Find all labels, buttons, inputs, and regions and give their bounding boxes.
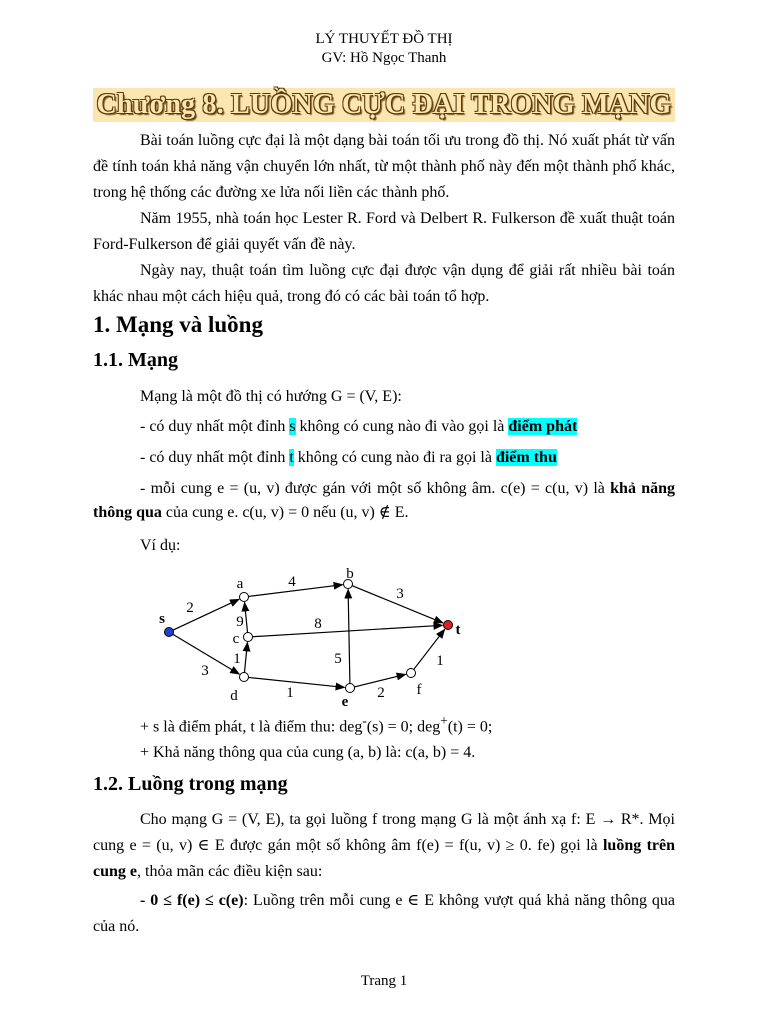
flow-condition-capacity (93, 888, 675, 940)
edge-c-t (252, 625, 442, 636)
intro-paragraph-1: Bài toán luồng cực đại là một dạng bài toán tối ưu trong đồ thị. Nó xuất phát từ vấn đề tính toán khả năng vận chuyển lớn nhất, từ một thành phố này đến một thành phố khác, trong hệ thống các đường xe lửa nối liền các thành phố. (93, 132, 675, 201)
note-degrees-sup-plus: + (440, 713, 448, 728)
rule-source-middle: không có cung nào đi vào gọi là (295, 418, 509, 435)
node-label-c: c (232, 631, 240, 647)
edge-s-a (173, 599, 239, 630)
edge-c-a (245, 602, 248, 632)
edge-capacity-f-t: 1 (436, 653, 444, 669)
sink-term-highlight: điểm thu (495, 449, 557, 466)
edge-capacity-d-e: 1 (286, 685, 294, 701)
network-definition: Mạng là một đồ thị có hướng G = (V, E): (140, 388, 402, 405)
note-capacity-example: + Khả năng thông qua của cung (a, b) là: c(a, b) = 4. (140, 744, 476, 761)
node-a (240, 593, 249, 602)
chapter-title: Chương 8. LUỒNG CỰC ĐẠI TRONG MẠNG (96, 89, 672, 120)
node-label-b: b (346, 566, 354, 582)
node-d (240, 673, 249, 682)
page-number: Trang 1 (360, 973, 408, 989)
rule-source-prefix: - có duy nhất một đỉnh (140, 418, 290, 435)
node-label-t: t (455, 622, 461, 638)
edge-d-c (244, 642, 247, 672)
flow-condition-formula: - 0 ≤ f(e) ≤ c(e) (140, 892, 244, 909)
graph-labels (159, 566, 460, 710)
flow-on-edge-term: luồng trên cung e (93, 837, 676, 880)
graph-edges (173, 585, 445, 688)
document-header-author: GV: Hồ Ngọc Thanh (321, 50, 447, 66)
node-e (346, 684, 355, 693)
edge-capacity-b-t: 3 (396, 586, 404, 602)
capacity-term: khả năng thông qua (93, 480, 675, 521)
rule-sink-middle: không có cung nào đi ra gọi là (293, 449, 496, 466)
note-degrees-end: (t) = 0; (447, 718, 493, 736)
node-c (244, 633, 253, 642)
sink-vertex-highlight: t (289, 449, 294, 466)
node-label-e: e (341, 694, 349, 710)
edge-capacity-e-b: 5 (334, 651, 342, 667)
source-term-highlight: điểm phát (508, 418, 578, 435)
intro-paragraph-3: Ngày nay, thuật toán tìm luồng cực đại được vận dụng để giải rất nhiều bài toán khác nhau một cách hiệu quả, trong đó có các bài toán tổ hợp. (93, 262, 675, 305)
edge-capacity-c-a: 9 (236, 614, 244, 630)
note-degrees-text: + s là điểm phát, t là điểm thu: deg (140, 718, 363, 736)
source-vertex-highlight: s (289, 418, 296, 435)
note-degrees-sup-minus: - (362, 713, 367, 728)
section-heading-1: 1. Mạng và luồng (93, 312, 263, 337)
node-label-f: f (416, 682, 422, 698)
rule-capacity-part1: - mỗi cung e = (u, v) được gán với một số không âm. c(e) = c(u, v) là (140, 480, 611, 497)
flow-definition-part1: Cho mạng G = (V, E), ta gọi luồng f trong mạng G là một ánh xạ f: E → R*. Mọi cung e = (u, v) ∈ E được gán một số không âm f(e) = f(u, v) ≥ 0. fe) gọi là (93, 811, 675, 854)
note-degrees (140, 710, 492, 738)
edge-capacity-c-t: 8 (314, 616, 322, 632)
node-label-d: d (230, 688, 238, 704)
edge-e-b (348, 589, 350, 683)
node-t (444, 621, 453, 630)
rule-sink-prefix: - có duy nhất một đỉnh (140, 449, 290, 466)
flow-definition-paragraph (93, 807, 675, 885)
flow-definition-part2: , thỏa mãn các điều kiện sau: (137, 863, 323, 880)
node-f (407, 669, 416, 678)
intro-paragraph-2: Năm 1955, nhà toán học Lester R. Ford và Delbert R. Fulkerson đề xuất thuật toán Ford-Fulkerson để giải quyết vấn đề này. (93, 210, 675, 253)
edge-capacity-e-f: 2 (377, 685, 385, 701)
edge-capacity-a-b: 4 (288, 574, 296, 590)
node-s (165, 628, 174, 637)
subsection-heading-1-2: 1.2. Luồng trong mạng (93, 773, 288, 795)
note-degrees-mid: (s) = 0; deg (366, 718, 441, 736)
subsection-heading-1-1: 1.1. Mạng (93, 349, 178, 371)
node-label-a: a (236, 576, 244, 592)
document-header-title: LÝ THUYẾT ĐỒ THỊ (315, 31, 453, 47)
flow-condition-text: : Luồng trên mỗi cung e ∈ E không vượt quá khả năng thông qua của nó. (93, 892, 676, 935)
edge-d-e (248, 677, 344, 687)
example-label: Ví dụ: (140, 537, 181, 554)
rule-capacity-part2: của cung e. c(u, v) = 0 nếu (u, v) ∉ E. (161, 504, 409, 521)
edge-capacity-s-d: 3 (201, 663, 209, 679)
node-label-s: s (159, 611, 165, 627)
edge-capacity-d-c: 1 (233, 651, 241, 667)
edge-capacity-s-a: 2 (186, 600, 194, 616)
